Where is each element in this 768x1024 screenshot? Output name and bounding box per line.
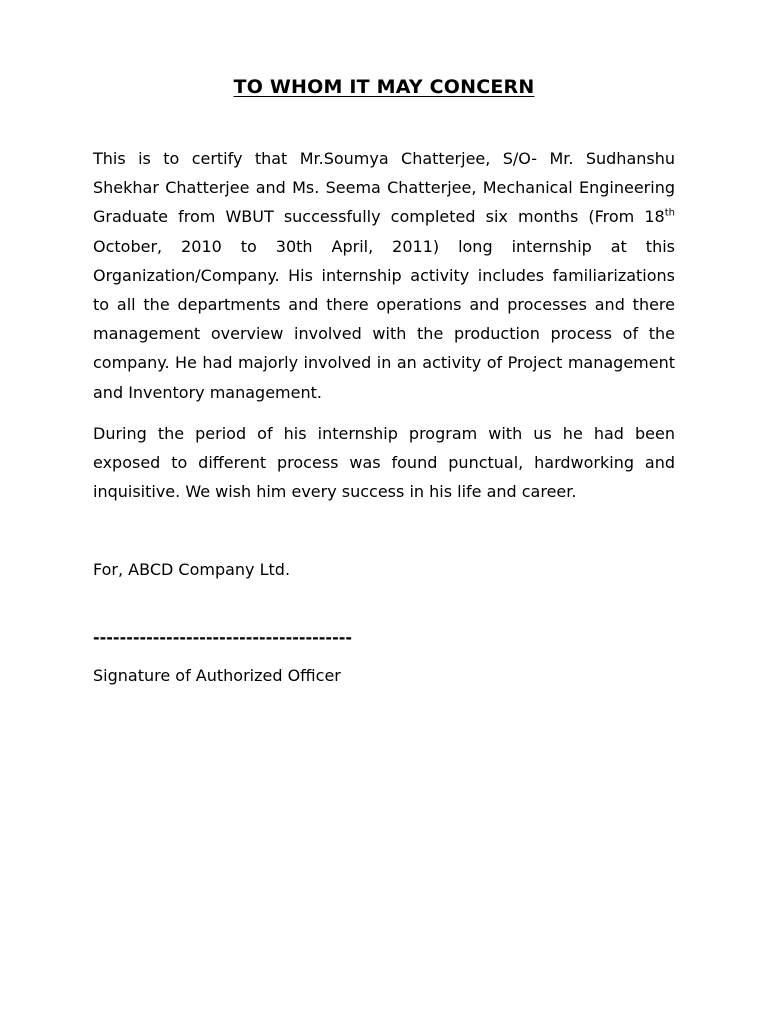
paragraph-text-end: October, 2010 to 30th April, 2011) long internship at this Organization/Company. His internship activity includes familiarizations to all the departments and there operations and processes and there management overview involved with the production process of the company. He had majorly involved in an activity of Project management and Inventory management. — [93, 236, 675, 402]
certification-paragraph — [93, 144, 675, 407]
ordinal-suffix: th — [664, 208, 675, 220]
document-title: TO WHOM IT MAY CONCERN — [233, 76, 535, 98]
signature-label: Signature of Authorized Officer — [93, 666, 341, 685]
signature-line: --------------------------------------- — [93, 628, 352, 647]
company-closing: For, ABCD Company Ltd. — [93, 560, 291, 579]
paragraph-text-start: This is to certify that Mr.Soumya Chatterjee, S/O- Mr. Sudhanshu Shekhar Chatterjee and Ms. Seema Chatterjee, Mechanical Engineering Graduate from WBUT successfully completed six months (From 18 — [93, 149, 675, 227]
internship-remarks-paragraph: During the period of his internship program with us he had been exposed to different process was found punctual, hardworking and inquisitive. We wish him every success in his life and career. — [93, 424, 675, 502]
